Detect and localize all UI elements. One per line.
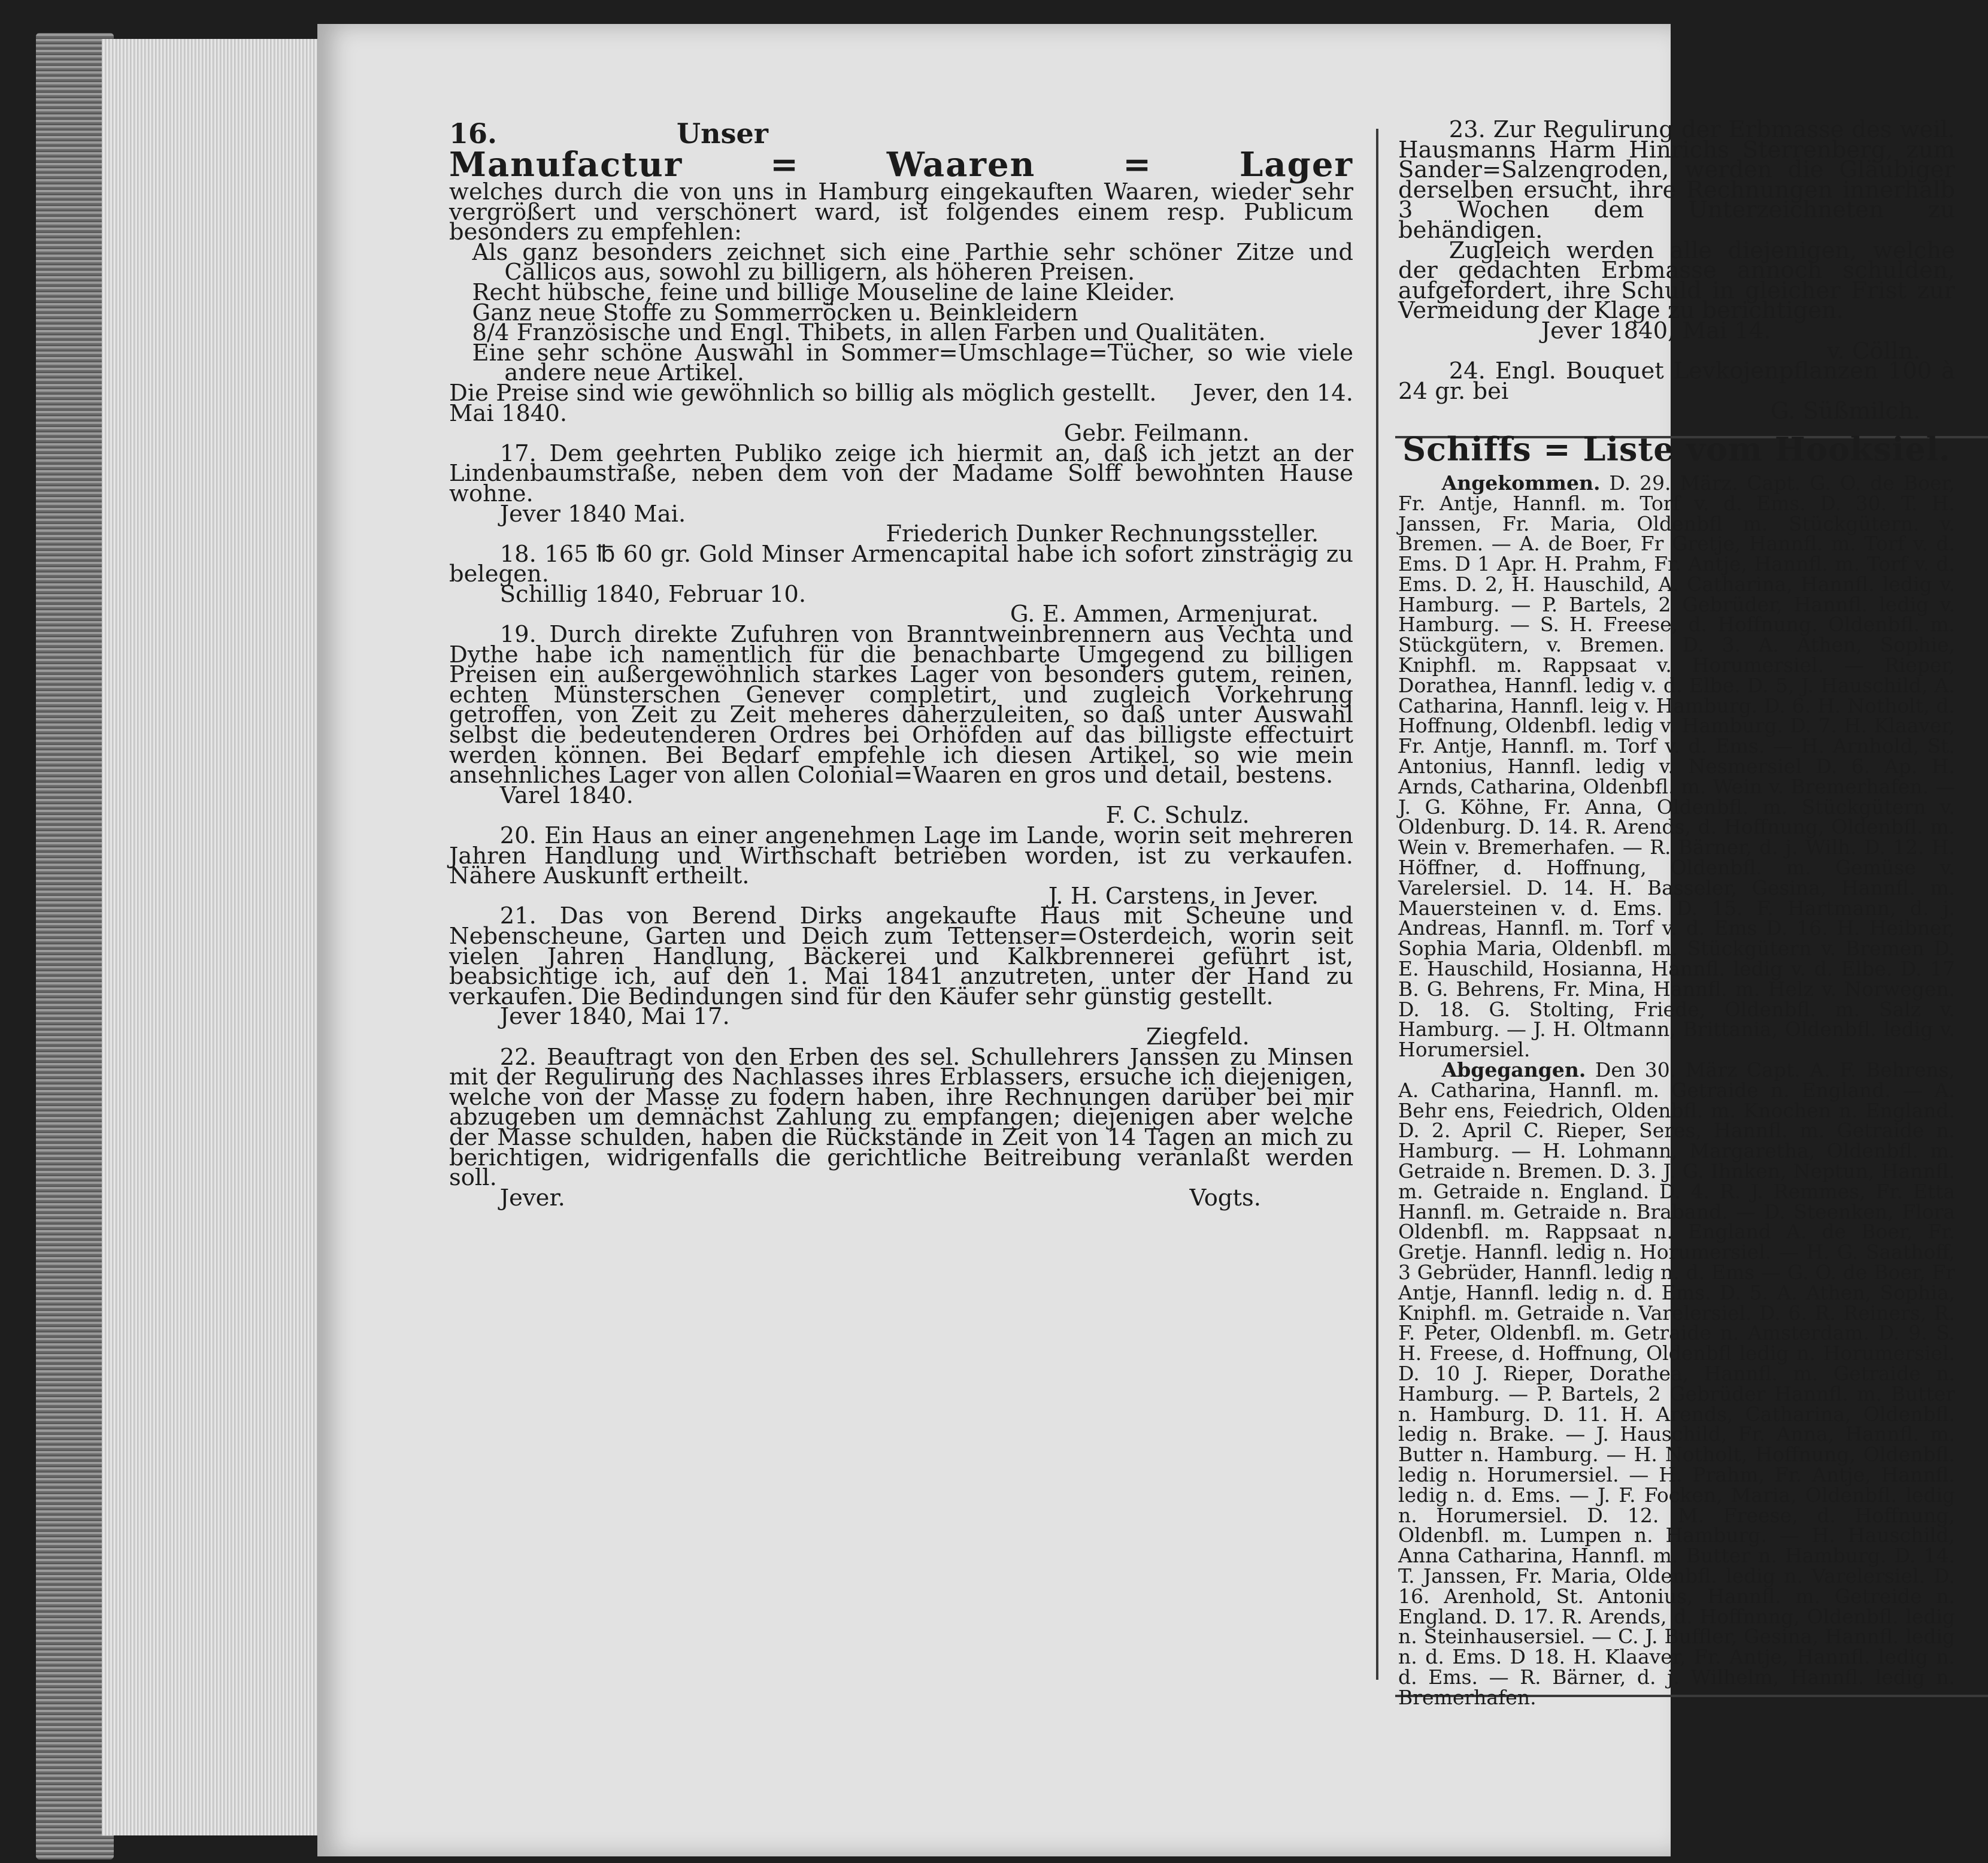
ad-24-text: 24. Engl. Bouquet Levkojenpflanzen 100 à 24 gr. bei <box>1398 358 1955 405</box>
ad-16-intro: welches durch die von uns in Hamburg eingekauften Waaren, wieder sehr vergrößert und verschönert ward, ist folgendes einem resp. Publicum besonders zu empfehlen: <box>449 178 1353 246</box>
ad-23-signature: v. Cölln. <box>1827 337 1921 365</box>
ad-21-text: 21. Das von Berend Dirks angekaufte Haus mit Scheune und Nebenscheune, Garten und Deich zum Tettenser=Osterdeich, worin seit vielen Jahren Handlung, Bäckerei und Kalkbrennerei geführt ist, beabsichtige ich, auf den 1. Mai 1841 anzutreten, unter der Hand zu verkaufen. Die Bedindungen sind für den Käufer sehr günstig gestellt. <box>449 902 1353 1010</box>
place-date: Jever, den 14. Mai 1840. <box>449 379 1354 427</box>
ad-19-text: 19. Durch direkte Zufuhren von Branntweinbrennern aus Vechta und Dythe habe ich namentlich für die benachbarte Umgegend zu billigen Preisen ein außergewöhnlich starkes Lager von besonders gutem, reinen, echten Münsterschen Genever completirt, und zugleich Vorkehrung getroffen, von Zeit zu Zeit meheres daherzuleiten, so daß unter Auswahl selbst die bedeutenderen Ordres bei Orhöfden auf das billigste effectuirt werden können. Bei Bedarf empfehle ich diesen Artikel, so wie mein ansehnliches Lager von allen Colonial=Waaren en gros und detail, bestens. <box>449 621 1353 789</box>
departed-label: Abgegangen. <box>1441 1058 1586 1082</box>
title-word: Manufactur <box>449 145 683 184</box>
left-column <box>449 117 1354 1211</box>
ad-number: 16. <box>449 117 498 150</box>
ad-16-prices <box>449 379 1354 427</box>
ad-23-text: 23. Zur Regulirung der Erbmasse des weil. Hausmanns Harm Hinrichs Sterrenberg, zum Sander=Salzengroden, werden die Gläubiger derselben ersucht, ihre Rechnungen innerhalb 3 Wochen dem Unterzeichneten zu behändigen. <box>1398 116 1955 244</box>
ad-16-item: 8/4 Französische und Engl. Thibets, in allen Farben und Qualitäten. <box>472 319 1266 347</box>
title-sep: = <box>770 145 800 184</box>
ad-20-signature: J. H. Carstens, in Jever. <box>1048 882 1319 910</box>
ship-list-title: Schiffs = Liste vom Hooksiel. <box>1402 429 1951 468</box>
ad-21-signature: Ziegfeld. <box>1146 1023 1250 1050</box>
ad-19-date: Varel 1840. <box>499 781 634 809</box>
title-sep: = <box>1123 145 1153 184</box>
ad-16-item: Recht hübsche, feine und billige Mouseline de laine Kleider. <box>472 278 1175 306</box>
ad-22-place: Jever. <box>499 1184 565 1211</box>
ad-16-title <box>449 147 1353 182</box>
ad-22-text: 22. Beauftragt von den Erben des sel. Schullehrers Janssen zu Minsen mit der Regulirung des Nachlasses ihres Erblassers, ersuche ich diejenigen, welche von der Masse zu fodern haben, ihre Rechnungen darüber bei mir abzugeben um demnächst Zahlung zu empfangen; diejenigen aber welche der Masse schulden, haben die Rückstände in Zeit von 14 Tagen an mich zu berichtigen, widrigenfalls die gerichtliche Beitreibung veranlaßt werden soll. <box>449 1043 1353 1192</box>
newspaper-page <box>317 24 1955 1856</box>
page-stack <box>102 39 329 1835</box>
title-word: Lager <box>1240 145 1353 184</box>
departed-section <box>1398 1060 1955 1708</box>
ad-16-header <box>449 117 1353 150</box>
right-column <box>1398 116 1955 1709</box>
ad-17-date: Jever 1840 Mai. <box>499 500 686 528</box>
ad-17-text: 17. Dem geehrten Publiko zeige ich hiermit an, daß ich jetzt an der Lindenbaumstraße, neben dem von der Madame Solff bewohnten Hause wohne. <box>449 440 1353 507</box>
ad-18-date: Schillig 1840, Februar 10. <box>499 580 807 608</box>
ad-23-date: Jever 1840, Mai 14. <box>1541 317 1771 344</box>
ad-20-text: 20. Ein Haus an einer angenehmen Lage im Lande, worin seit mehreren Jahren Handlung und Wirthschaft betrieben worden, ist zu verkaufen. Nähere Auskunft ertheilt. <box>449 822 1353 890</box>
prices-text: Die Preise sind wie gewöhnlich so billig als möglich gestellt. <box>449 379 1157 407</box>
ad-16-item: Ganz neue Stoffe zu Sommerröcken u. Beinkleidern <box>472 299 1078 326</box>
ad-23-text2: Zugleich werden alle diejenigen, welche der gedachten Erbmasse annoch schulden, aufgefordert, ihre Schuld in gleicher Frist zur Vermeidung der Klage zu berichtigen. <box>1398 237 1955 325</box>
ad-22-signature: Vogts. <box>1189 1184 1261 1211</box>
departed-text: Den 30. März Capt. A. F. Behrens, A. Catharina, Hannfl. m. Getraide n. England. — A. Behr ens, Feiedrich, Oldenbfl. m. Knochen n. England. D. 2. April C. Rieper, Seres, Hannfl. m. Getraide n. Hamburg. — H. Lohmann, Margaretha, Oldenbfl. m. Getraide n. Bremen. D. 3. J. G. Ihnken, Neptun, Hannfl. m. Getraide n. England. D. 4. R. J. Remmes, Fr. Etta Hannfl. m. Getraide n. Braband. — D. Steenken, Flora Oldenbfl. m. Rappsaat n. England A. de Boer, Fr. Gretje. Hannfl. ledig n. Horumersiel. — H. G. Saathoff, 3 Gebrüder, Hannfl. ledig n. d. Ems — G. O. de Boer, Fr Antje, Hannfl. ledig n. d. Ems. D. 5. A. Athen, Sophia, Kniphfl. m. Getraide n. Varelersiel. D. 6. R. Reiners, R. F. Peter, Oldenbfl. m. Getraide n. Amsterdam. D. 9. S. H. Freese, d. Hoffnung, Oldenbfl ledig n. Horumersiel. D. 10 J. Rieper, Dorathea, Hannfl. m. Getraide n. Hamburg. — P. Bartels, 2 Gebrüder Hannfl. m. Butter n. Hamburg. D. 11. H. Arends, Catharina, Oldenbfl. ledig n. Brake. — J. Hauschild, Fr. Anna, Hannfl. m. Butter n. Hamburg. — H. Notholt, Hoffnung, Oldenbfl. ledig n. Horumersiel. — H. Prahm, Fr. Antje, Hannfl. ledig n. d. Ems. — J. F. Focken, Maria, Oldenbfl. ledig n. Horumersiel. D. 12. M. Freese, d. Hoffnung, Oldenbfl. m. Lumpen n. Hamburg. — H. Hauschild, Anna Catharina, Hannfl. m. Butter n. Hamburg. D. 14. T. Janssen, Fr. Maria, Oldenbfl. ledig n. Varelersiel. D. 16. Arenhold, St. Antonius, Hannfl. m. Getreide n. England. D. 17. R. Arends, d. Hoffnnng, Oldenbfl. ledig n. Steinhausersiel. — C. J. Buffler, Gesina, Hannfl. ledig n. d. Ems. D 18. H. Klaaver, Fr. Antje, Hannfl. ledig n. d. Ems. — R. Bärner, d. j. Wilhelm, Hannfl. ledig n. Bremerhafen. <box>1398 1058 1955 1709</box>
ad-19-signature: F. C. Schulz. <box>1105 802 1250 829</box>
ship-list <box>1398 473 1955 1708</box>
ad-22-footer <box>449 1184 1353 1211</box>
arrived-label: Angekommen. <box>1441 471 1601 495</box>
arrived-text: D. 29. März. Capt. G. O. de Boer, Fr. Antje, Hannfl. m. Torf v. d. Ems. D. 30. T. H. Janssen, Fr. Maria, Oldenbfl m. Stückgütern. v. Bremen. — A. de Boer, Fr Gretje, Hannfl. m. Torf v. d. Ems. D 1 Apr. H. Prahm, Fr. Antje, Hannfl. m. Torf v. d. Ems. D. 2, H. Hauschild, A. Catharina, Hannfl. ledig v. Hamburg. — P. Bartels, 2 Gebrüder, Hannfl. ledig v. Hamburg. — S. H. Freese, d. Hoffnung. Oldenbfl. m. Stückgütern, v. Bremen. D. 3. A. Athen, Sophie, Kniphfl. m. Rappsaat v. Horumersiel. — Rieper, Dorathea, Hannfl. ledig v. d. Elbe. D. 5, J. Hauschild, A. Catharina, Hannfl. leig v. Hamburg. D. 6. H. Notholt, d. Hoffnung, Oldenbfl. ledig v. Hamburg. D. 7. H. Klaaver, Fr. Antje, Hannfl. m. Torf v. d. Ems. — H. Arnhold, St. Antonius, Hannfl. ledig v. Nesmersiel D. 6. Ap. H. Arnds, Catharina, Oldenbfl. m. Wein v. Bremerhafen. — J. G. Köhne, Fr. Anna, Oldenbfl. m. Stückgütern v. Oldenburg. D. 14. R. Arends, d. Hoffnung, Oldenbfl. m. Wein v. Bremerhafen. — R. Bärner, d. j. Wilh. D. 12. H. Höffner, d. Hoffnung, Oldenbfl. m. Gemüse v. Varelersiel. D. 14. H. Basseler, Gesina, Hannfl. m. Mauersteinen v. d. Ems. D. 15. F. Hartmann, d. j. Andreas, Hannfl. m. Torf v. d. Ems D. 16. H. Heibner, Sophia Maria, Oldenbfl. m. Stückgütern v. Bremen D. E. Hauschild, Hosianna, Hannfl. ledig v. d. Elbe. D. 17 B. G. Behrens, Fr. Mina, Hannfl. m. Helz v. Norwegen. D. 18. G. Stolting, Friede, Oldenbfl. m. Salz v. Hamburg. — J. H. Oltmann, Brittania, Oldenbfl. ledig v. Horumersiel. <box>1398 471 1955 1062</box>
ad-21-date: Jever 1840, Mai 17. <box>499 1003 730 1031</box>
ad-17-signature: Friederich Dunker Rechnungssteller. <box>886 520 1319 548</box>
ad-unser: Unser <box>677 117 768 150</box>
ad-16-item: Als ganz besonders zeichnet sich eine Parthie sehr schöner Zitze und Callicos aus, sowohl zu billigern, als höheren Preisen. <box>472 238 1353 286</box>
ad-24-signature: G. Süßmilch. <box>1770 398 1921 425</box>
ad-16-signature: Gebr. Feilmann. <box>1063 420 1250 447</box>
column-divider <box>1376 129 1378 1680</box>
ad-16-item: Eine sehr schöne Auswahl in Sommer=Umschlage=Tücher, so wie viele andere neue Artikel. <box>472 339 1353 387</box>
arrived-section <box>1398 473 1955 1060</box>
title-word: Waaren <box>886 145 1036 184</box>
ad-18-signature: G. E. Ammen, Armenjurat. <box>1010 601 1319 628</box>
ad-18-text: 18. 165 ℔ 60 gr. Gold Minser Armencapital habe ich sofort zinsträgig zu belegen. <box>449 540 1353 588</box>
